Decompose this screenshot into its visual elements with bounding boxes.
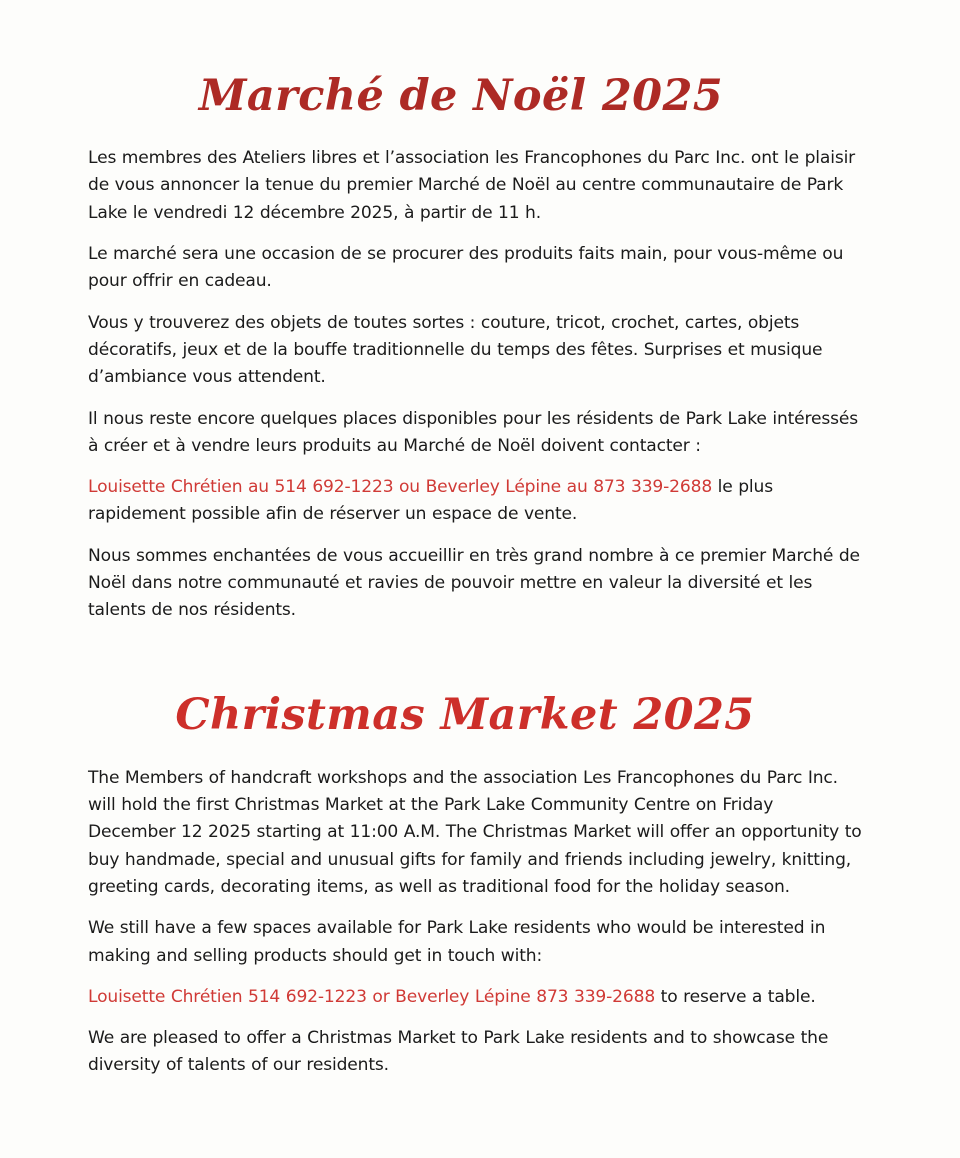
french-title: Marché de Noël 2025 bbox=[198, 71, 724, 121]
english-section bbox=[88, 641, 864, 1080]
english-body bbox=[88, 765, 864, 1080]
french-section bbox=[88, 0, 864, 625]
french-body bbox=[88, 145, 864, 624]
french-closing-paragraph: Nous sommes enchantées de vous accueillir en très grand nombre à ce premier Marché de Noël dans notre communauté et ravies de pouvoir mettre en valeur la diversité et les talents de nos résidents. bbox=[88, 545, 860, 621]
english-closing-paragraph: We are pleased to offer a Christmas Market to Park Lake residents and to showcase the diversity of talents of our residents. bbox=[88, 1028, 829, 1076]
french-paragraph-4: Il nous reste encore quelques places disponibles pour les résidents de Park Lake intéressés à créer et à vendre leurs produits au Marché de Noël doivent contacter : bbox=[88, 408, 859, 456]
english-contact-names-and-phones: Louisette Chrétien 514 692-1223 or Beverley Lépine 873 339-2688 bbox=[88, 986, 656, 1007]
english-contact-line bbox=[88, 984, 864, 1011]
section-spacer bbox=[88, 625, 864, 641]
french-contact-line bbox=[88, 474, 864, 529]
english-paragraph-1: The Members of handcraft workshops and the association Les Francophones du Parc Inc. will hold the first Christmas Market at the Park Lake Community Centre on Friday December 12 2025 starting at 11:00 A.M. The Christmas Market will offer an opportunity to buy handmade, special and unusual gifts for family and friends including jewelry, knitting, greeting cards, decorating items, as well as traditional food for the holiday season. bbox=[88, 767, 862, 897]
french-paragraph-1: Les membres des Ateliers libres et l’association les Francophones du Parc Inc. ont le plaisir de vous annoncer la tenue du premier Marché de Noël au centre communautaire de Park Lake le vendredi 12 décembre 2025, à partir de 11 h. bbox=[88, 148, 856, 223]
english-paragraph-2: We still have a few spaces available for Park Lake residents who would be interested in making and selling products should get in touch with: bbox=[88, 918, 826, 966]
english-contact-trailing-text: to reserve a table. bbox=[655, 986, 816, 1007]
document-content bbox=[88, 0, 864, 1080]
french-contact-names-and-phones: Louisette Chrétien au 514 692-1223 ou Beverley Lépine au 873 339-2688 bbox=[88, 477, 713, 498]
french-paragraph-2: Le marché sera une occasion de se procurer des produits faits main, pour vous-même ou pour offrir en cadeau. bbox=[88, 244, 844, 292]
english-title: Christmas Market 2025 bbox=[175, 689, 755, 740]
french-paragraph-3: Vous y trouverez des objets de toutes sortes : couture, tricot, crochet, cartes, objets décoratifs, jeux et de la bouffe traditionnelle du temps des fêtes. Surprises et musique d’ambiance vous attendent. bbox=[88, 312, 823, 388]
french-contact-trailing-text: le plus rapidement possible afin de réserver un espace de vente. bbox=[88, 477, 773, 525]
